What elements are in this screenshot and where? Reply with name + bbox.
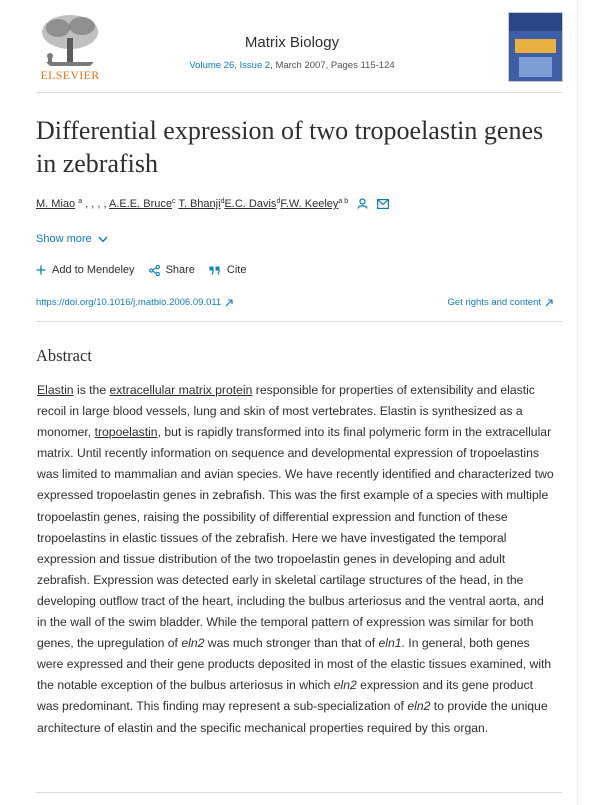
author-link[interactable]: F.W. Keeley [280,198,339,210]
share-label: Share [165,264,195,276]
abstract-fragment: to provide the unique architecture of elastin and the specific mechanical properties required by this organ. [37,699,548,735]
plus-icon [36,265,46,275]
abstract-fragment: expression and its gene product was predominant. This finding may represent a sub-specialization of [37,678,533,714]
author-affiliation: d [276,198,281,205]
cover-band [509,13,562,31]
term-link-tropoelastin[interactable]: tropoelastin [94,425,158,440]
author-link[interactable]: E.C. Davis [224,198,277,210]
rights-text: Get rights and content [447,297,541,308]
gene-name: eln1 [378,636,402,651]
gene-name: eln2 [181,636,205,651]
journal-cover[interactable] [508,12,563,82]
author-affiliation: d [220,198,225,205]
author-affiliation: a b [338,198,349,205]
add-to-mendeley-button[interactable] [36,264,135,276]
doi-link[interactable] [36,297,233,308]
abstract-fragment: is the [73,383,110,397]
elsevier-logo[interactable] [36,12,104,82]
cover-artwork [519,57,552,77]
external-link-icon [545,299,553,307]
issue-details: , March 2007, Pages 115-124 [270,60,395,71]
metadata-divider [36,321,562,322]
show-more-label: Show more [36,233,92,245]
issue-link[interactable]: Volume 26, Issue 2 [189,60,271,71]
chevron-down-icon [98,236,108,243]
header-divider [36,92,562,93]
publisher-name: ELSEVIER [40,68,100,82]
mail-icon[interactable] [377,199,389,212]
journal-title[interactable]: Matrix Biology [244,34,340,51]
author-affiliation: a [78,198,83,205]
term-link-elastin[interactable]: Elastin [37,383,74,397]
side-panel-divider [577,0,578,805]
elsevier-tree-logo-icon [36,12,104,68]
abstract-fragment: . In general, both genes were expressed and their gene products deposited in most of the elastic tissues examined, with the notable exception of the bulbus arteriosus in which [37,636,552,693]
issue-info [160,60,424,71]
footer-divider [36,792,562,793]
abstract-fragment: , but is rapidly transformed into its final polymeric form in the extracellular matrix. Until recently information on sequence and developmental expression of tropoelastins was limited to mammalian and avian species. We have recently identified and characterized two expressed tropoelastin genes in zebrafish. This was the first example of a species with multiple tropoelastin genes, raising the possibility of differential expression and function of these tropoelastins in elastic tissues of the zebrafish. Here we have investigated the temporal expression and tissue distribution of the two tropoelastin genes in developing and adult zebrafish. Expression was detected early in skeletal cartilage structures of the head, in the developing outflow tract of the heart, including the bulbus arteriosus and the ventral aorta, and in the wall of the swim bladder. While the temporal pattern of expression was similar for both genes, the upregulation of [37,425,554,651]
article-actions [36,264,246,276]
gene-name: eln2 [333,678,357,693]
gene-name: eln2 [407,699,431,714]
cite-label: Cite [226,264,247,276]
mendeley-label: Add to Mendeley [52,264,135,276]
article-title: Differential expression of two tropoelastin genes in zebrafish [36,116,544,178]
author-link[interactable]: T. Bhanji [178,198,221,210]
cover-title-strip [515,39,556,53]
author-separator: , , , , [85,198,107,210]
share-button[interactable] [149,264,195,276]
cite-button[interactable] [209,264,247,276]
external-link-icon [225,299,233,307]
abstract-text [37,380,555,739]
abstract-fragment: was much stronger than that of [204,636,379,651]
author-affiliation: c [172,198,176,205]
abstract-heading: Abstract [36,346,92,365]
author-link[interactable]: M. Miao [36,198,76,210]
share-icon [149,265,160,276]
get-rights-link[interactable] [448,297,553,308]
abstract-fragment: responsible for properties of extensibility and elastic recoil in large blood vessels, lung and skin of most vertebrates. Elastin is synthesized as a monomer, [37,383,535,440]
doi-text: https://doi.org/10.1016/j.matbio.2006.09.011 [36,297,222,308]
term-link-ecm-protein[interactable]: extracellular matrix protein [109,383,253,397]
show-more-button[interactable] [36,233,108,245]
quote-icon [209,266,221,275]
author-list [36,198,556,212]
author-link[interactable]: A.E.E. Bruce [109,198,172,210]
person-icon[interactable] [357,198,368,212]
